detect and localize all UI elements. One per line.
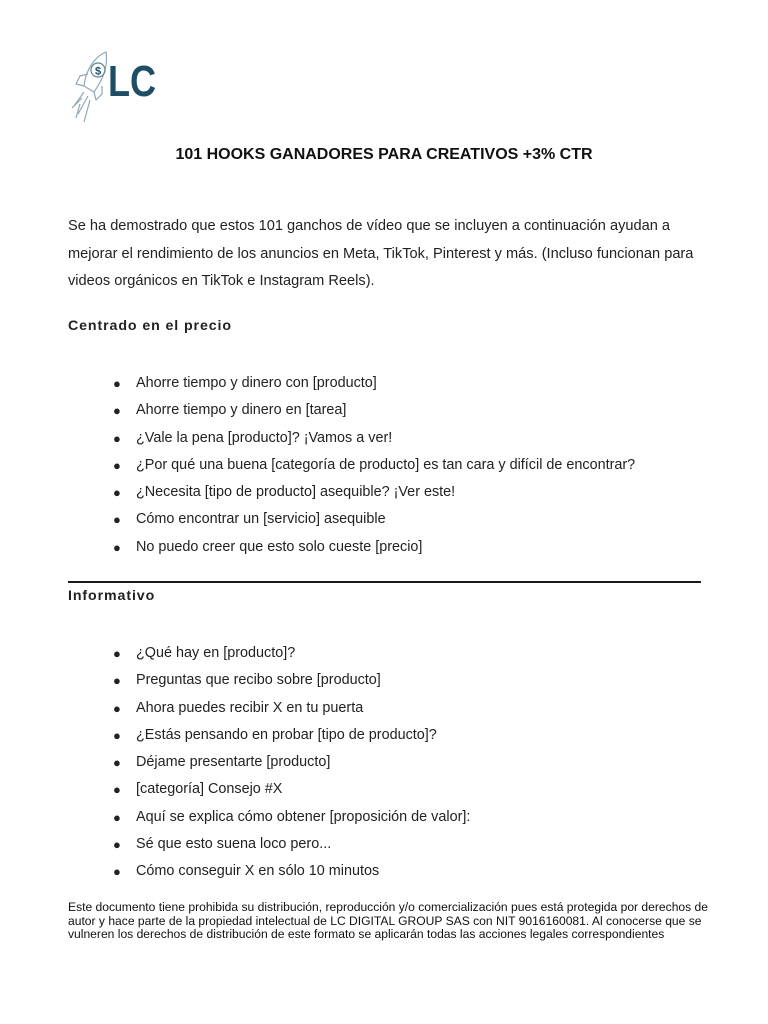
bullet-icon: ● — [113, 512, 121, 528]
section-heading-precio: Centrado en el precio — [68, 318, 232, 334]
bullet-icon: ● — [113, 837, 121, 853]
logo-wordmark: LC — [108, 57, 157, 106]
list-item — [68, 534, 698, 561]
list-item — [68, 858, 698, 885]
intro-paragraph: Se ha demostrado que estos 101 ganchos de vídeo que se incluyen a continuación ayudan a mejorar el rendimiento de los anuncios en Meta, TikTok, Pinterest y más. (Incluso funcionan para videos orgánicos en TikTok e Instagram Reels). — [68, 218, 694, 289]
list-item — [68, 831, 698, 858]
list-item — [68, 506, 698, 533]
list-item-text: ¿Estás pensando en probar [tipo de producto]? — [136, 726, 437, 743]
list-item — [68, 776, 698, 803]
bullet-icon: ● — [113, 403, 121, 419]
bullet-icon: ● — [113, 539, 121, 555]
list-item-text: Preguntas que recibo sobre [producto] — [136, 672, 381, 689]
list-item-text: Déjame presentarte [producto] — [136, 754, 331, 771]
section-heading-informativo: Informativo — [68, 588, 156, 604]
bullet-icon: ● — [113, 430, 121, 446]
list-item-text: Ahorre tiempo y dinero con [producto] — [136, 375, 377, 391]
list-item — [68, 667, 698, 694]
bullet-icon: ● — [113, 646, 121, 661]
bullet-icon: ● — [113, 755, 121, 771]
list-item — [68, 479, 698, 506]
bullet-icon: ● — [113, 864, 121, 880]
bullet-icon: ● — [113, 376, 121, 391]
list-item-text: Sé que esto suena loco pero... — [136, 836, 332, 853]
bullet-icon: ● — [113, 485, 121, 501]
bullet-icon: ● — [113, 457, 121, 473]
list-item — [68, 695, 698, 722]
list-item — [68, 452, 698, 479]
list-item-text: ¿Vale la pena [producto]? ¡Vamos a ver! — [136, 429, 393, 446]
list-item — [68, 425, 698, 452]
copyright-notice: Este documento tiene prohibida su distribución, reproducción y/o comercialización pues está protegida por derechos de autor y hace parte de la propiedad intelectual de LC DIGITAL GROUP SAS con NIT 9016160081. Al conocerse que se vulneren los derechos de distribución de este formato se aplicarán todas las acciones legales correspondientes — [68, 900, 709, 942]
section-divider — [68, 581, 701, 583]
list-item-text: ¿Qué hay en [producto]? — [136, 645, 296, 661]
list-item — [68, 370, 698, 397]
list-item-text: ¿Por qué una buena [categoría de producto] es tan cara y difícil de encontrar? — [136, 456, 636, 473]
list-item-text: ¿Necesita [tipo de producto] asequible? ¡Ver este! — [136, 484, 456, 501]
bullet-icon: ● — [113, 727, 121, 743]
list-item — [68, 804, 698, 831]
list-item-text: Aquí se explica cómo obtener [proposición de valor]: — [136, 808, 471, 825]
list-item — [68, 722, 698, 749]
list-item-text: Cómo conseguir X en sólo 10 minutos — [136, 863, 380, 880]
bullet-icon: ● — [113, 782, 121, 798]
list-item-text: No puedo creer que esto solo cueste [precio] — [136, 538, 423, 555]
list-item-text: Ahora puedes recibir X en tu puerta — [136, 699, 364, 716]
list-item-text: Cómo encontrar un [servicio] asequible — [136, 511, 386, 528]
bullet-icon: ● — [113, 700, 121, 716]
bullet-icon: ● — [113, 809, 121, 825]
list-item-text: [categoría] Consejo #X — [136, 781, 283, 798]
hook-list-precio — [68, 370, 698, 561]
bullet-icon: ● — [113, 673, 121, 689]
list-item — [68, 749, 698, 776]
list-item — [68, 397, 698, 424]
list-item-text: Ahorre tiempo y dinero en [tarea] — [136, 402, 347, 419]
document-title: 101 HOOKS GANADORES PARA CREATIVOS +3% CTR — [175, 146, 593, 163]
list-item — [68, 640, 698, 667]
hook-list-informativo — [68, 640, 698, 886]
svg-text:$: $ — [94, 65, 102, 78]
